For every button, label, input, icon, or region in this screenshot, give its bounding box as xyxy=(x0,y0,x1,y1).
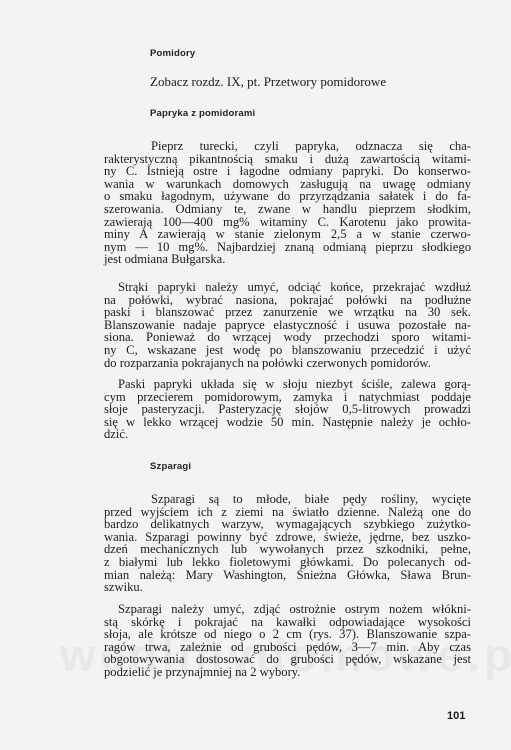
text-line: bardzo delikatnych warzyw, wymagających szybkiego zużytko- xyxy=(104,517,471,532)
text-line: szwiku. xyxy=(104,580,143,595)
heading-szparagi: Szparagi xyxy=(150,461,192,472)
text-line: mian należą: Mary Washington, Śnieżna Główka, Sława Brun- xyxy=(104,567,471,582)
text-line: obgotowywania dostosować do grubości pędów, wskazane jest xyxy=(104,652,471,667)
text-line: ny C, wskazane jest wodę po blanszowaniu przecedzić i użyć xyxy=(104,342,471,357)
text-line: słoje pasteryzacji. Pasteryzację słojów 0,5-litrowych prowadzi xyxy=(104,402,471,417)
text-line: podzielić je przynajmniej na 2 wybory. xyxy=(104,664,301,679)
text-line: miny A zawierają w stanie zielonym 2,5 a w stanie czerwo- xyxy=(104,227,471,242)
papryka-paragraph-1 xyxy=(104,140,471,266)
text-line: siona. Ponieważ do wrzącej wody przechodzi sporo witami- xyxy=(104,330,471,345)
page-number: 101 xyxy=(447,710,466,722)
pomidory-reference: Zobacz rozdz. IX, pt. Przetwory pomidorowe xyxy=(150,74,387,89)
text-line: z białymi lub lekko fioletowymi główkami. Do polecanych od- xyxy=(104,554,471,569)
text-line: rakterystyczną pikantnością smaku i dużą zawartością witami- xyxy=(104,151,471,166)
text-line: stą skórkę i pokrajać na kawałki odpowiadające wysokości xyxy=(104,614,471,629)
text-line: przed wyjściem ich z ziemi na światło dzienne. Należą one do xyxy=(104,504,471,519)
text-line: ragów trwa, zależnie od grubości pędów, 3—7 min. Aby czas xyxy=(104,639,471,654)
text-line: Blanszowanie nadaje papryce elastyczność i usuwa pozostałe na- xyxy=(104,317,471,332)
papryka-paragraph-3 xyxy=(104,378,471,441)
text-line: ny C. Istnieją ostre i łagodne odmiany papryki. Do konserwo- xyxy=(104,164,471,179)
szparagi-paragraph-1 xyxy=(104,493,471,594)
text-line: wania w warunkach domowych zasługują na uwagę odmiany xyxy=(104,176,471,191)
papryka-paragraph-2 xyxy=(104,281,471,369)
text-line: wania. Szparagi powinny być zdrowe, świeże, jędrne, bez uszko- xyxy=(104,529,471,544)
text-line: Paski papryki układa się w słoju niezbyt ściśle, zalewa gorą- xyxy=(118,377,471,391)
text-line: Strąki papryki należy umyć, odciąć końce, przekrajać wzdłuż xyxy=(118,280,471,294)
text-line: szerowania. Odmiany te, zwane w handlu pieprzem słodkim, xyxy=(104,201,471,216)
text-line: się w lekko wrzącej wodzie 50 min. Następnie należy je ochło- xyxy=(104,414,471,429)
text-line: Szparagi należy umyć, zdjąć ostrożnie ostrym nożem włókni- xyxy=(118,602,471,616)
text-line: dzić. xyxy=(104,427,129,442)
heading-papryka: Papryka z pomidorami xyxy=(150,108,256,119)
text-line: cym przecierem pomidorowym, zamyka i natychmiast poddaje xyxy=(104,389,471,404)
text-line: na połówki, wybrać nasiona, pokrajać połówki na podłużne xyxy=(104,292,471,307)
text-line: zawierają 100—400 mg% witaminy C. Karotenu jako prowita- xyxy=(104,214,471,229)
text-line: dzeń mechanicznych lub wywołanych przez szkodniki, pełne, xyxy=(104,542,471,557)
text-line: Pieprz turecki, czyli papryka, odznacza się cha- xyxy=(151,139,471,153)
text-line: słoja, ale krótsze od niego o 2 cm (rys. 37). Blanszowanie szpa- xyxy=(104,627,471,642)
text-line: o smaku łagodnym, używane do przyrządzania sałatek i do fa- xyxy=(104,189,471,204)
szparagi-paragraph-2 xyxy=(104,603,471,679)
text-line: Szparagi są to młode, białe pędy rośliny, wycięte xyxy=(151,492,471,506)
heading-pomidory: Pomidory xyxy=(150,48,196,59)
text-line: do rozparzania pokrajanych na połówki czerwonych pomidorów. xyxy=(104,355,431,370)
text-line: jest odmiana Bułgarska. xyxy=(104,252,226,267)
text-line: nym — 10 mg%. Najbardziej znaną odmianą pieprzu słodkiego xyxy=(104,239,471,254)
text-line: paski i blanszować przez zanurzenie we wrzątku na 30 sek. xyxy=(104,305,471,320)
